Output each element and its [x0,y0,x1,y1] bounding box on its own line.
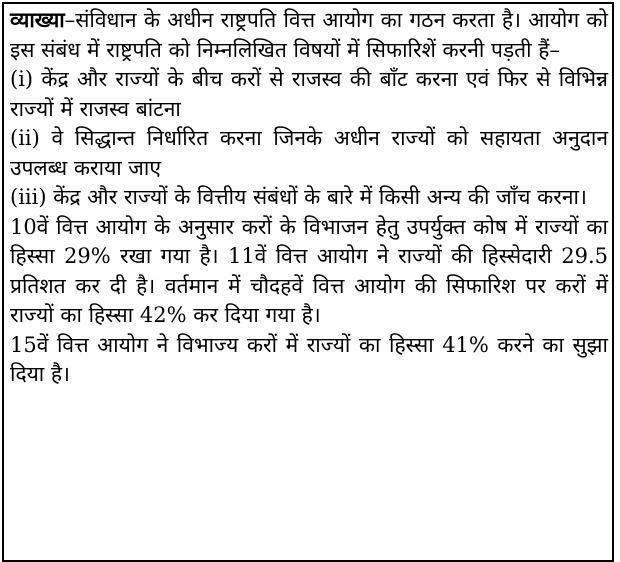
list-item-1: (i) केंद्र और राज्यों के बीच करों से राजस्व की बाँट करना एवं फिर से विभिन्न राज्यों में राजस्व बांटना [10,67,608,121]
finance-commission-paragraph: 10वें वित्त आयोग के अनुसार करों के विभाजन हेतु उपर्युक्त कोष में राज्यों का हिस्सा 29% रखा गया है। 11वें वित्त आयोग ने राज्यों की हिस्सेदारी 29.5 प्रतिशत कर दी है। वर्तमान में चौदहवें वित्त आयोग की सिफारिश पर करों में राज्यों का हिस्सा 42% कर दिया गया है। [10,214,608,327]
explanation-text [10,6,608,390]
intro-text: –संविधान के अधीन राष्ट्रपति वित्त आयोग का गठन करता है। आयोग को इस संबंध में राष्ट्रपति को निम्नलिखित विषयों में सिफारिशें करनी पड़ती हैं– [10,8,608,62]
list-item-3: (iii) केंद्र और राज्यों के वित्तीय संबंधों के बारे में किसी अन्य की जाँच करना। [10,185,587,209]
fifteenth-commission-paragraph: 15वें वित्त आयोग ने विभाज्य करों में राज्यों का हिस्सा 41% करने का सुझा दिया है। [10,332,608,386]
list-item-2: (ii) वे सिद्धान्त निर्धारित करना जिनके अधीन राज्यों को सहायता अनुदान उपलब्ध कराया जाए [10,126,608,180]
explanation-box [2,2,614,562]
explanation-lead: व्याख्या [10,8,65,32]
intro-paragraph [10,6,608,65]
